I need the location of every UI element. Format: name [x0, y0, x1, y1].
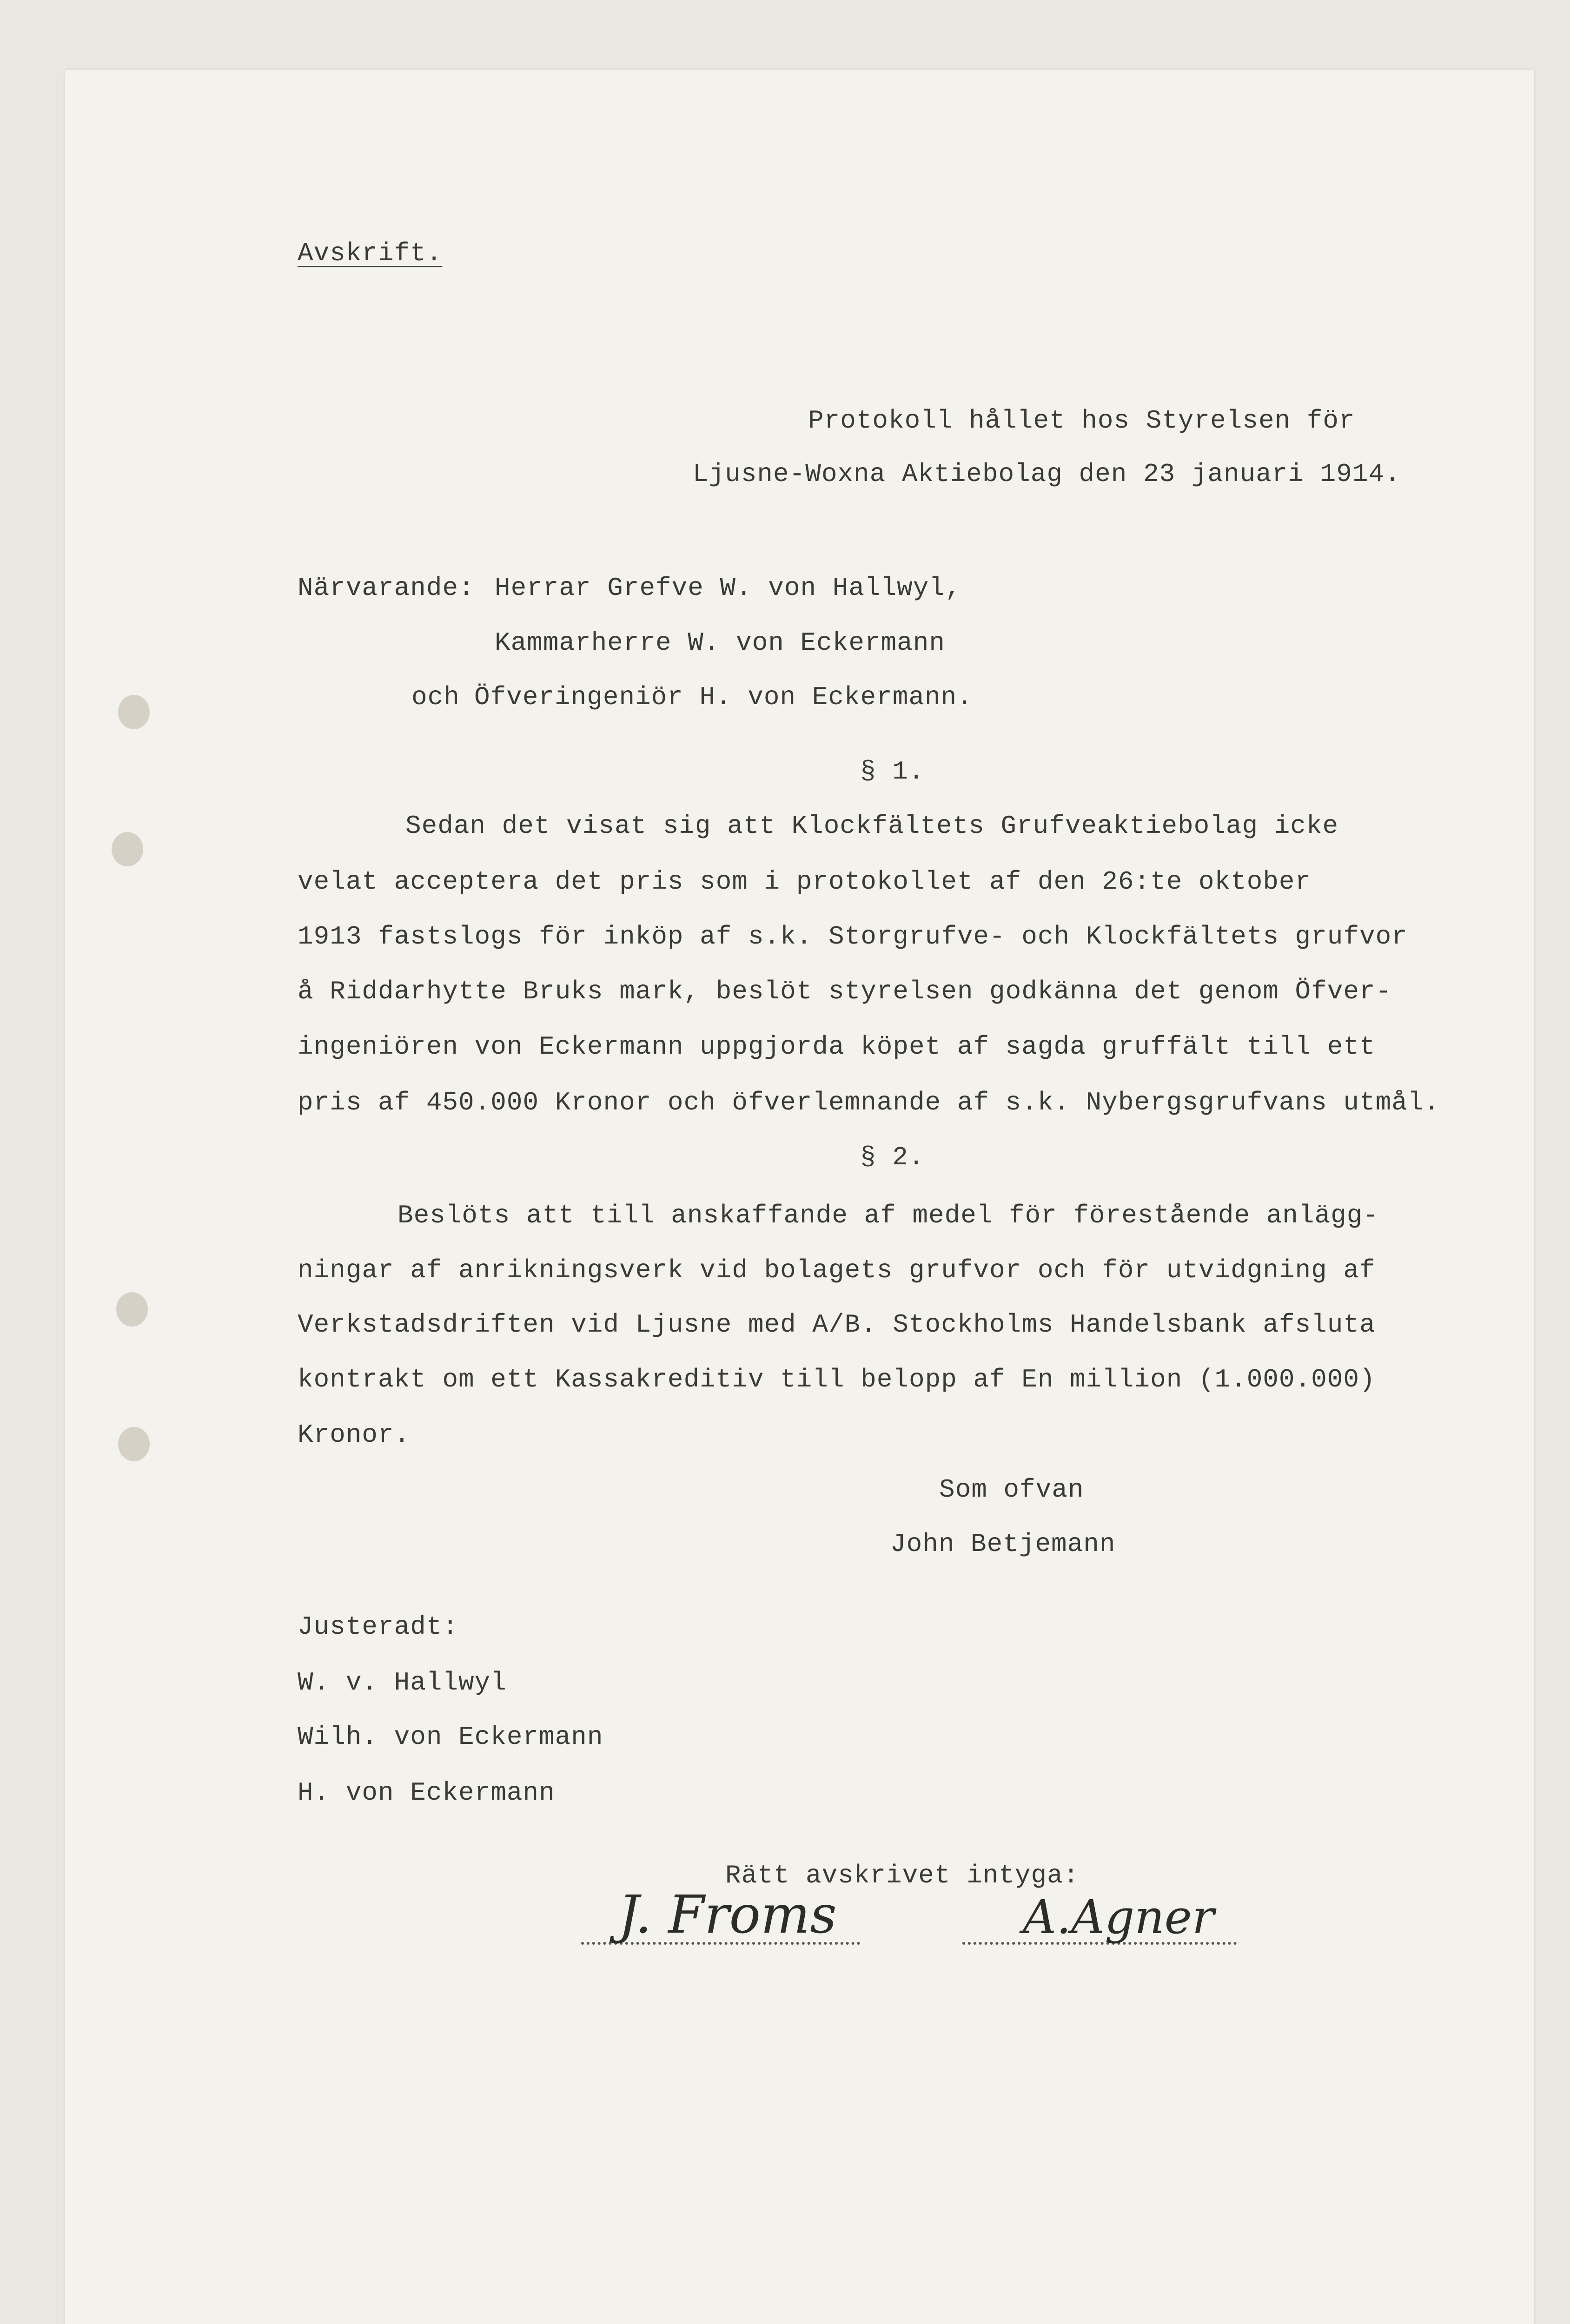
section-1-line: Sedan det visat sig att Klockfältets Grufveaktiebolag icke: [405, 811, 1339, 841]
section-2-line: kontrakt om ett Kassakreditiv till belopp af En million (1.000.000): [298, 1365, 1376, 1394]
punch-hole: [116, 1292, 148, 1327]
present-line-2: Kammarherre W. von Eckermann: [495, 628, 945, 658]
section-1-line: velat acceptera det pris som i protokollet af den 26:te oktober: [298, 867, 1312, 897]
header-line-2: Ljusne-Woxna Aktiebolag den 23 januari 1914.: [693, 459, 1401, 489]
document-heading: Avskrift.: [298, 238, 443, 268]
present-line-1: Herrar Grefve W. von Hallwyl,: [495, 573, 961, 603]
punch-hole: [118, 695, 150, 729]
closing-line-2: John Betjemann: [890, 1529, 1116, 1559]
verified-name: Wilh. von Eckermann: [298, 1722, 603, 1752]
section-1-line: 1913 fastslogs för inköp af s.k. Storgrufve- och Klockfältets grufvor: [298, 922, 1408, 951]
signature: J. Froms: [618, 1885, 837, 1945]
certification-line: Rätt avskrivet intyga:: [725, 1861, 1080, 1890]
closing-line-1: Som ofvan: [939, 1475, 1084, 1505]
section-2-line: Kronor.: [298, 1420, 411, 1450]
header-line-1: Protokoll hållet hos Styrelsen för: [808, 406, 1355, 436]
present-and: och: [411, 682, 460, 712]
signature: A.Agner: [1023, 1890, 1214, 1944]
verified-name: W. v. Hallwyl: [298, 1668, 507, 1697]
section-1-line: pris af 450.000 Kronor och öfverlemnande af s.k. Nybergsgrufvans utmål.: [298, 1088, 1440, 1117]
section-2-line: Beslöts att till anskaffande af medel för förestående anlägg-: [397, 1201, 1379, 1230]
section-2-line: Verkstadsdriften vid Ljusne med A/B. Stockholms Handelsbank afsluta: [298, 1310, 1376, 1340]
section-1-heading: § 1.: [860, 757, 925, 786]
section-2-heading: § 2.: [860, 1142, 925, 1172]
punch-hole: [112, 832, 143, 866]
present-line-3: Öfveringeniör H. von Eckermann.: [474, 682, 973, 712]
verified-label: Justeradt:: [298, 1612, 459, 1642]
section-2-line: ningar af anrikningsverk vid bolagets grufvor och för utvidgning af: [298, 1255, 1376, 1285]
present-label: Närvarande:: [298, 573, 475, 603]
verified-name: H. von Eckermann: [298, 1778, 555, 1808]
punch-hole: [118, 1427, 150, 1461]
section-1-line: ingeniören von Eckermann uppgjorda köpet af sagda gruffält till ett: [298, 1032, 1376, 1062]
section-1-line: å Riddarhytte Bruks mark, beslöt styrelsen godkänna det genom Öfver-: [298, 977, 1392, 1006]
